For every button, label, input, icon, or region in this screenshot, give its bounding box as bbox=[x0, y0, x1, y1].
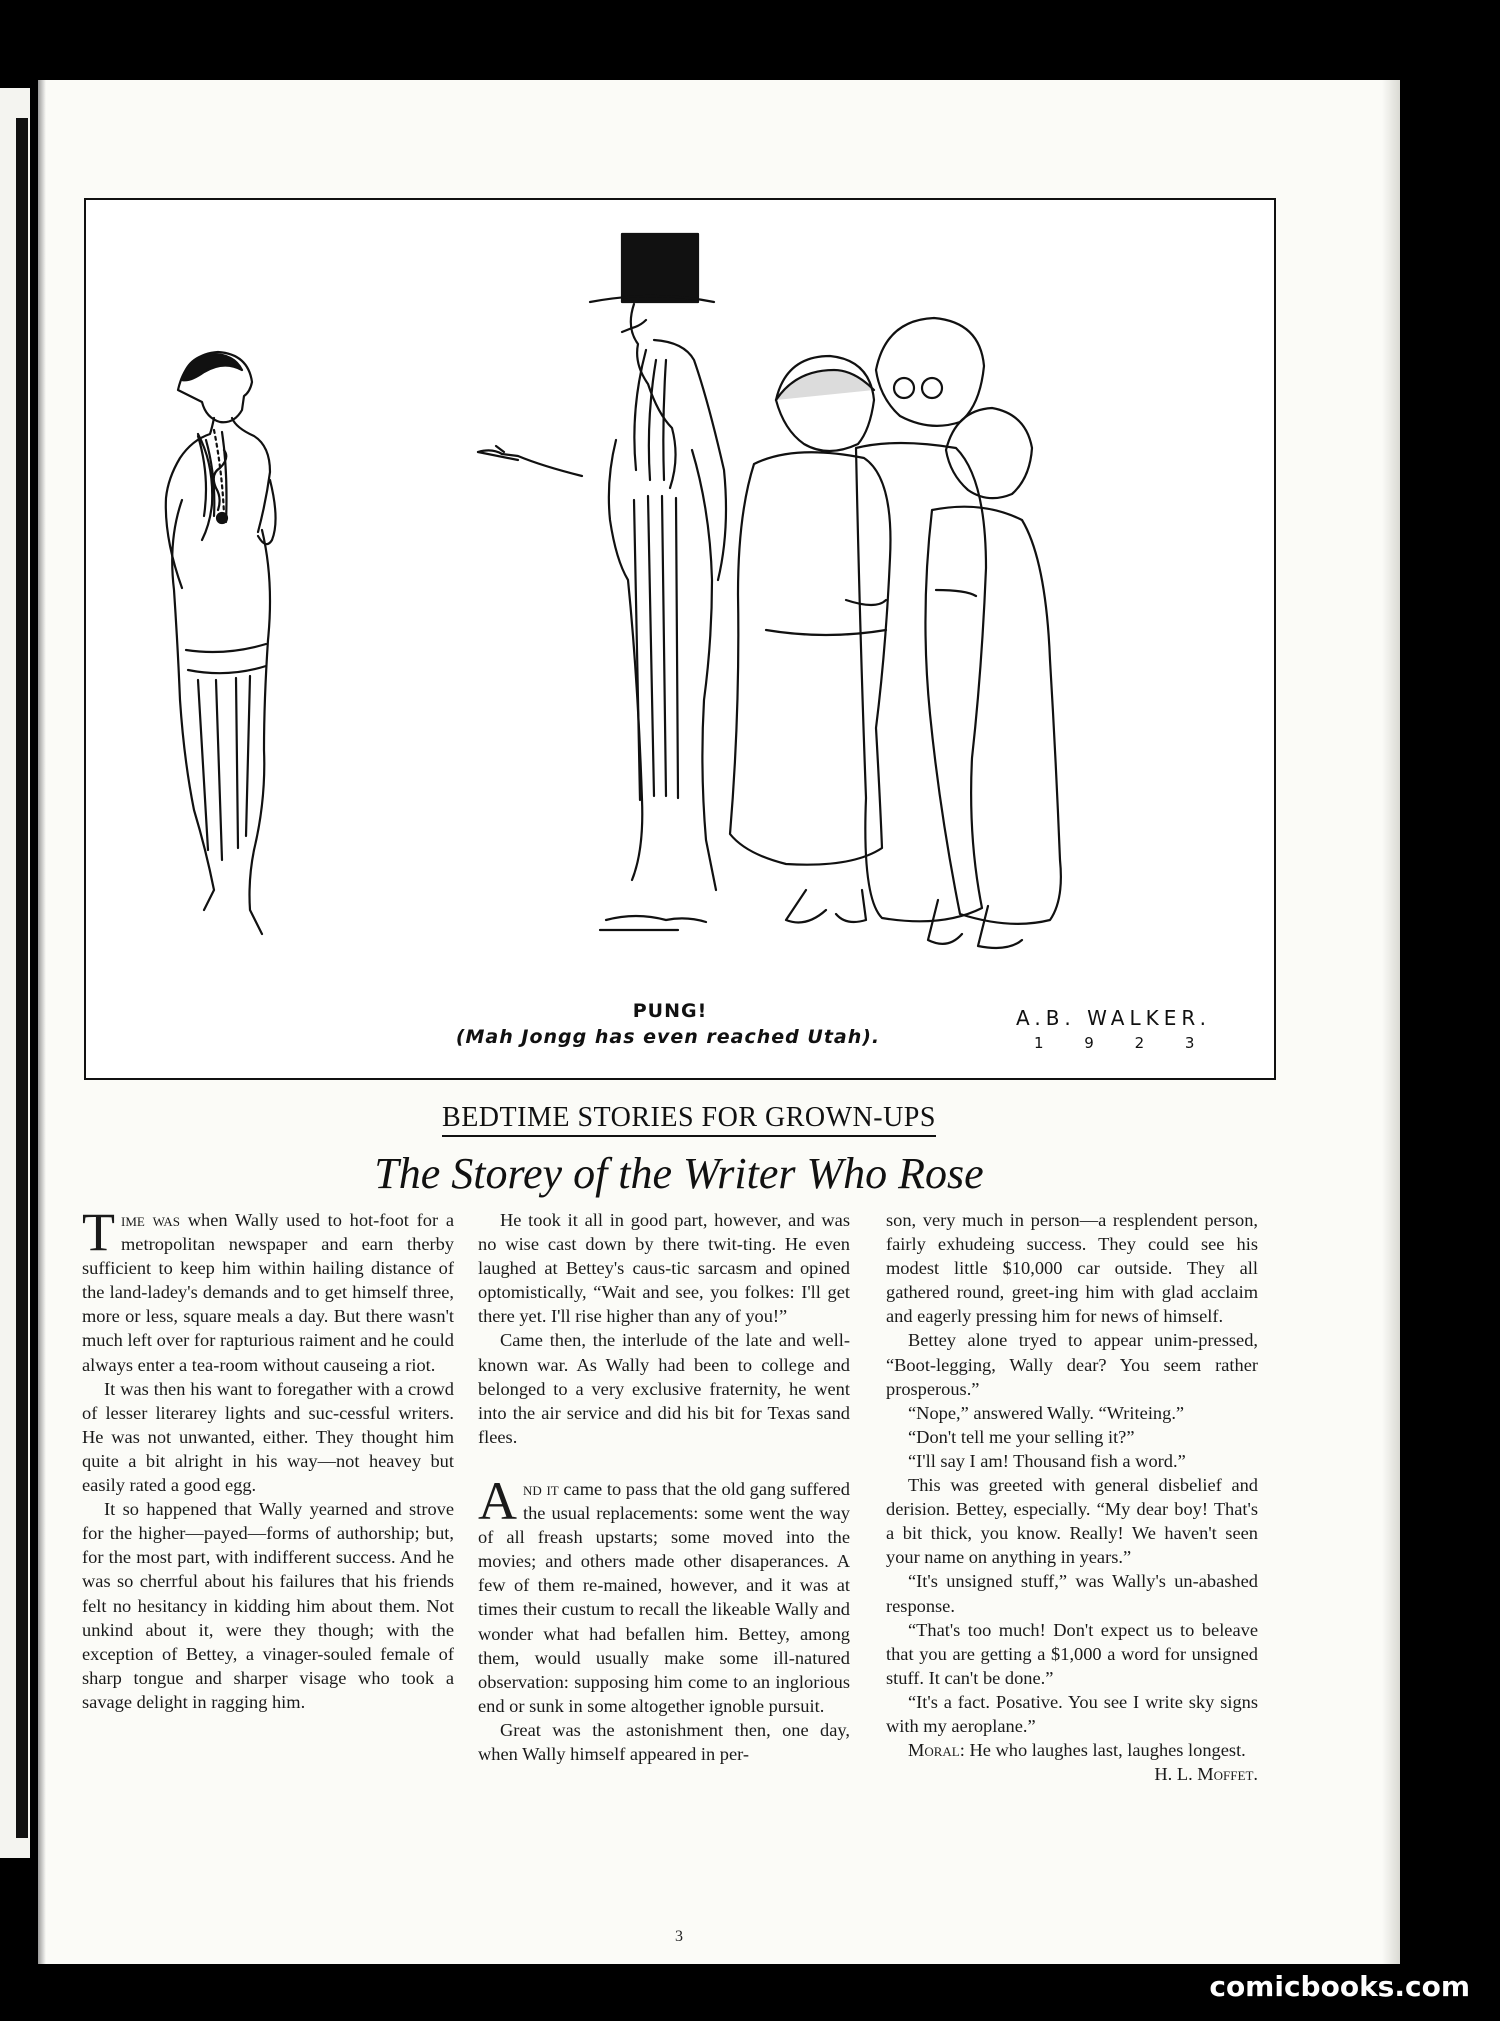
artist-signature bbox=[1016, 1006, 1236, 1052]
paragraph-text: came to pass that the old gang suffered the usual replacements: some went the way of all freash upstarts; some moved into the movies; and others made other disaperances. A few of them re-mained, however, and it was at times their custum to recall the likeable Wally and wonder what had befallen him. Bettey, among them, would usually make some ill-natured observation: supposing him come to an inglorious end or sunk in some altogether ignoble pursuit. bbox=[478, 1478, 850, 1716]
three-women-figures bbox=[730, 318, 1061, 948]
text-column-1 bbox=[82, 1202, 454, 1714]
paragraph bbox=[82, 1202, 454, 1377]
paragraph: “It's unsigned stuff,” was Wally's un-abashed response. bbox=[886, 1571, 1258, 1616]
series-heading-text: BEDTIME STORIES FOR GROWN-UPS bbox=[442, 1102, 936, 1137]
paragraph: “Don't tell me your selling it?” bbox=[908, 1426, 1135, 1447]
caption-subtitle: (Mah Jongg has even reached Utah). bbox=[455, 1026, 881, 1048]
text-column-2 bbox=[478, 1208, 850, 1766]
paragraph: He took it all in good part, however, and was no wise cast down by there twit-ting. He even laughed at Bettey's caus-tic sarcasm and opined optomistically, “Wait and see, you folkes: I'll get there yet. I'll rise higher than any of you!” bbox=[478, 1210, 850, 1327]
paragraph: Came then, the interlude of the late and well-known war. As Wally had been to college and belonged to a very exclusive fraternity, he went into the air service and did his bit for Texas sand flees. bbox=[478, 1330, 850, 1447]
paragraph-text: when Wally used to hot-foot for a metropolitan newspaper and earn therby sufficient to keep him within hailing distance of the land-ladey's demands and to get himself three, more or less, square meals a day. But there wasn't much left over for rapturious raiment and he could always enter a tea-room without causeing a riot. bbox=[82, 1210, 454, 1375]
moral-paragraph bbox=[886, 1738, 1258, 1762]
text-column-3 bbox=[886, 1208, 1258, 1786]
facing-page-edge bbox=[0, 88, 30, 1858]
paragraph bbox=[478, 1470, 850, 1718]
signature-date: 1 9 2 3 bbox=[1034, 1034, 1213, 1052]
moral-label: Moral: bbox=[908, 1740, 965, 1761]
small-caps-lead: nd it bbox=[523, 1478, 559, 1499]
cartoon-drawing bbox=[86, 200, 1274, 1078]
moral-text: He who laughes last, laughes longest. bbox=[964, 1740, 1246, 1761]
paragraph: Bettey alone tryed to appear unim-pressed, “Boot-legging, Wally dear? You seem rather prosperous.” bbox=[886, 1330, 1258, 1399]
series-heading bbox=[38, 1102, 1400, 1134]
paragraph: “I'll say I am! Thousand fish a word.” bbox=[908, 1450, 1186, 1471]
paragraph: It so happened that Wally yearned and strove for the higher—payed—forms of authorship; but, for the most part, with indifferent success. And he was so cherrful about his failures that his friends felt no hesitancy in kidding him about them. Not unkind about it, were they though; with the exception of Bettey, a vinager-souled female of sharp tongue and sharper visage who took a savage delight in ragging him. bbox=[82, 1499, 454, 1712]
page-number: 3 bbox=[675, 1928, 683, 1945]
drop-cap: T bbox=[82, 1202, 115, 1262]
cartoon-illustration bbox=[84, 198, 1276, 1080]
paragraph: “Nope,” answered Wally. “Writeing.” bbox=[908, 1402, 1185, 1423]
magazine-page bbox=[38, 80, 1400, 1964]
drop-cap: A bbox=[478, 1470, 517, 1531]
paragraph: son, very much in person—a resplendent person, fairly exhudeing success. They could see his modest little $10,000 car outside. They all gathered round, greet-ing him with glad acclaim and eagerly pressing him for news of himself. bbox=[886, 1210, 1258, 1327]
paragraph: Great was the astonishment then, one day, when Wally himself appeared in per- bbox=[478, 1719, 850, 1764]
paragraph: “It's a fact. Posative. You see I write sky signs with my aeroplane.” bbox=[886, 1691, 1258, 1736]
caption-title: PUNG! bbox=[632, 1000, 708, 1022]
tophat-man-figure bbox=[478, 234, 726, 930]
signature-name: A.B. WALKER. bbox=[1016, 1006, 1211, 1030]
story-title-text: The Storey of the Writer Who Rose bbox=[374, 1149, 984, 1198]
site-watermark: comicbooks.com bbox=[1209, 1970, 1470, 2003]
flapper-figure bbox=[166, 352, 276, 934]
author-byline: H. L. Moffet. bbox=[1154, 1764, 1258, 1785]
paragraph: It was then his want to foregather with a crowd of lesser literarey lights and suc-cessful writers. He was not unwanted, either. They thought him quite a bit alright in his way—not heavey but easily rated a good egg. bbox=[82, 1378, 454, 1496]
paragraph: This was greeted with general disbelief and derision. Bettey, especially. “My dear boy! That's a bit thick, you know. Really! We haven't seen your name on anything in years.” bbox=[886, 1475, 1258, 1568]
small-caps-lead: ime was bbox=[121, 1210, 181, 1230]
paragraph: “That's too much! Don't expect us to beleave that you are getting a $1,000 a word for unsigned stuff. It can't be done.” bbox=[886, 1619, 1258, 1688]
story-title bbox=[38, 1148, 1400, 1199]
